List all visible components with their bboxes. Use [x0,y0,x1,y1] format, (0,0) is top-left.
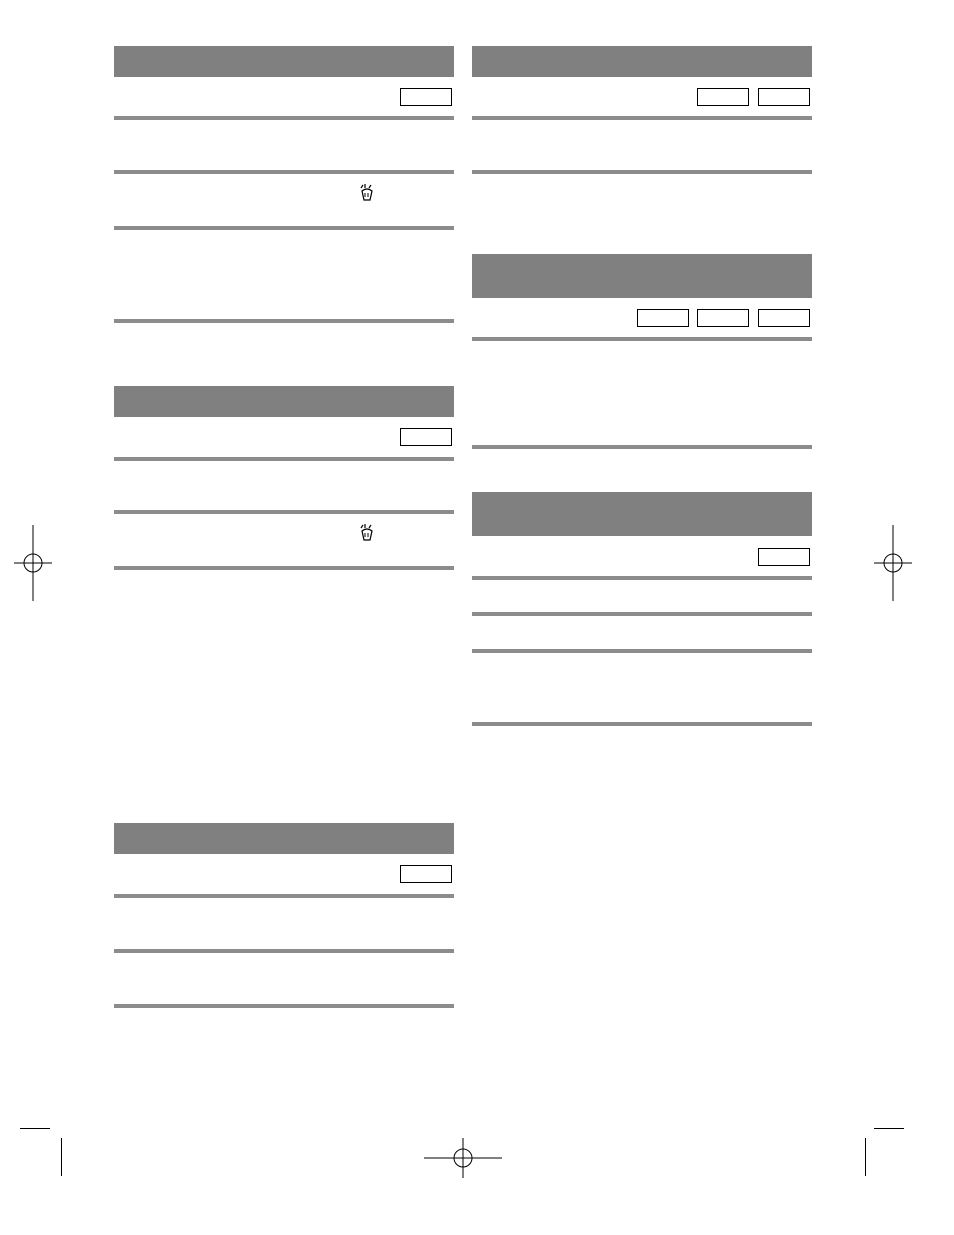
divider-rule [114,170,454,174]
divider-rule [472,576,812,580]
divider-rule [472,445,812,449]
divider-rule [114,116,454,120]
registration-mark-icon [872,525,914,601]
crop-mark-icon [874,1128,904,1129]
disc-type-badge [400,428,452,446]
disc-type-badge [758,88,810,106]
registration-mark-icon [12,525,54,601]
divider-rule [114,949,454,953]
disc-type-badge [697,88,749,106]
section-header-bar [472,46,812,77]
disc-type-badge [400,865,452,883]
crop-mark-icon [20,1128,50,1129]
divider-rule [114,510,454,514]
disc-type-badge [758,309,810,327]
divider-rule [472,116,812,120]
divider-rule [472,612,812,616]
hand-remote-icon [358,524,376,542]
section-header-bar [472,254,812,298]
hand-remote-icon [358,184,376,202]
disc-type-badge [758,548,810,566]
section-header-bar [472,492,812,536]
divider-rule [472,337,812,341]
disc-type-badge [697,309,749,327]
disc-type-badge [637,309,689,327]
divider-rule [114,319,454,323]
divider-rule [114,226,454,230]
divider-rule [114,1004,454,1008]
divider-rule [114,457,454,461]
section-header-bar [114,46,454,77]
divider-rule [472,722,812,726]
section-header-bar [114,386,454,417]
divider-rule [114,894,454,898]
disc-type-badge [400,88,452,106]
crop-mark-icon [61,1138,62,1176]
divider-rule [114,566,454,570]
registration-mark-icon [424,1138,502,1178]
crop-mark-icon [865,1138,866,1176]
divider-rule [472,649,812,653]
section-header-bar [114,823,454,854]
divider-rule [472,170,812,174]
